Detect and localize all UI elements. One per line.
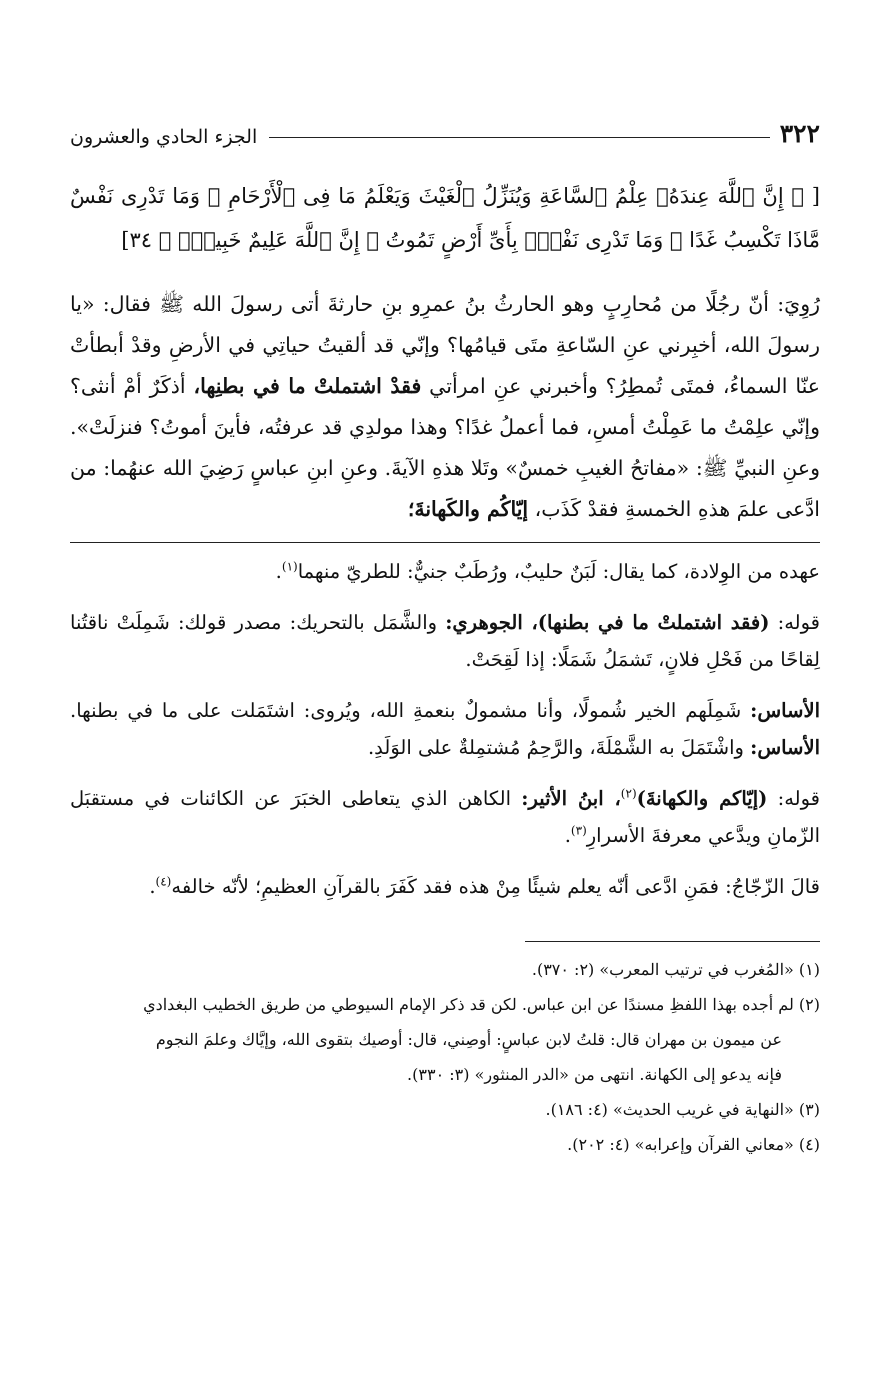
main-text-part-2: أذكَرٌ أمْ أنثى؟ وإنّي علِمْتُ ما عَمِلْتُ أمسِ، فما أعملُ غدًا؟ وهذا مولدِي قد عرفتُه، فأينَ أموتُ؟ فنزلَتْ». وعنِ النبيِّ ﷺ: «مفاتحُ الغيبِ خمسٌ» وتَلا هذهِ الآيةَ. وعنِ ابنِ عباسٍ رَضِيَ الله عنهُما: من ادَّعى علمَ هذهِ الخمسةِ فقدْ كَذَب، [70, 374, 820, 521]
header-rule [269, 137, 769, 138]
footnote-2: (٢) لم أجده بهذا اللفظِ مسندًا عن ابن عباس. لكن قد ذكر الإمام السيوطي من طريق الخطيب البغدادي [143, 995, 820, 1014]
footnote-ref-2: (٢) [620, 786, 637, 801]
commentary-bold: (إيّاكم والكهانةَ) [636, 787, 768, 810]
commentary-paragraph-2 [70, 604, 820, 678]
page-header [70, 112, 820, 148]
footnote-ref-4: (٤) [155, 874, 172, 889]
commentary-bold: ، ابنُ الأثير: [521, 787, 621, 810]
commentary-text: قالَ الزّجّاجُ: فمَنِ ادَّعى أنّه يعلم شيئًا مِنْ هذه فقد كَفَرَ بالقرآنِ العظيمِ؛ لأنّه خالفه [171, 875, 820, 898]
commentary-bold: الأساس: [750, 736, 820, 759]
footnote-ref-1: (١) [281, 559, 298, 574]
book-page [70, 112, 820, 1164]
main-text-part-1: رُوِيَ: أنّ رجُلًا من مُحارِبٍ وهو الحارثُ بنُ عمرِو بنِ حارثةَ أتى رسولَ الله ﷺ فقال: «يا رسولَ الله، أخبِرني عنِ السّاعةِ متَى قيامُها؟ وإنّي قد ألقيتُ حياتِي في الأرضِ وقدْ أبطأتْ عنّا السماءُ، فمتَى تُمطِرُ؟ وأخبرني عنِ امرأتي [70, 292, 821, 398]
commentary-lead: قوله: [767, 787, 820, 810]
commentary-text: عهده من الوِلادة، كما يقال: لَبَنٌ حليبٌ، ورُطَبٌ جنيٌّ: للطريّ منهما [297, 560, 820, 583]
commentary-bold: (فقد اشتملتْ ما في بطنها)، الجوهري: [445, 611, 770, 634]
commentary-text: والشَّمَل بالتحريك: مصدر قولك: شَمِلَتْ ناقتُنا لِقاحًا من فَحْلِ فلانٍ، تَشمَلُ شَمَلًا: إذا لَقِحَتْ. [70, 611, 820, 671]
commentary-text: الكاهن الذي يتعاطى الخبَرَ عن الكائنات في مستقبَل الزّمانِ ويدَّعي معرفةَ الأسرارِ [70, 787, 820, 847]
footnote-2-continued: عن ميمون بن مهران قال: قلتُ لابن عباسٍ: أوصِني، قال: أوصيك بتقوى الله، وإيَّاك وعلمَ النجوم [155, 1030, 782, 1049]
commentary-paragraph-1 [70, 553, 820, 590]
commentary-section [70, 553, 820, 905]
commentary-bold: الأساس: [750, 699, 820, 722]
footnote-rule [525, 941, 820, 942]
section-divider [70, 542, 820, 543]
commentary-paragraph-5 [70, 868, 820, 905]
footnote-2-continued: فإنه يدعو إلى الكهانة. انتهى من «الدر المنثور» (٣: ٣٣٠). [407, 1065, 782, 1084]
main-bold-phrase-1: فقدْ اشتملتْ ما في بطنِها، [193, 374, 422, 398]
commentary-paragraph-4 [70, 780, 820, 854]
commentary-lead: قوله: [769, 611, 821, 634]
footnote-ref-3: (٣) [570, 823, 587, 838]
commentary-text-end: . [564, 824, 571, 847]
commentary-paragraph-3 [70, 692, 820, 766]
footnote-1: (١) «المُغرب في ترتيب المعرب» (٢: ٣٧٠). [531, 960, 820, 979]
footnote-4: (٤) «معاني القرآن وإعرابه» (٤: ٢٠٢). [567, 1135, 820, 1154]
commentary-text-end: . [149, 875, 156, 898]
commentary-text: شَمِلَهم الخير شُمولًا، وأنا مشمولٌ بنعمةِ الله، ويُروى: اشتَمَلت على ما في بطنها. [70, 699, 751, 722]
footnote-3: (٣) «النهاية في غريب الحديث» (٤: ١٨٦). [545, 1100, 820, 1119]
main-text [70, 284, 820, 530]
quran-verse: [ ﴿ إِنَّ ٱللَّهَ عِندَهُۥ عِلْمُ ٱلسَّاعَةِ وَيُنَزِّلُ ٱلْغَيْثَ وَيَعْلَمُ مَا فِى ٱلْأَرْحَامِ ۖ وَمَا تَدْرِى نَفْسٌ مَّاذَا تَكْسِبُ غَدًا ۖ وَمَا تَدْرِى نَفْسٌۢ بِأَىِّ أَرْضٍ تَمُوتُ ۚ إِنَّ ٱللَّهَ عَلِيمٌ خَبِيرٌۢ ﴾ ٣٤] [70, 184, 820, 252]
commentary-text: واشْتَمَلَ به الشَّمْلَةَ، والرَّحِمُ مُشتمِلةٌ على الوَلَدِ. [367, 736, 751, 759]
main-bold-phrase-2: إيّاكُم والكَهانةَ؛ [407, 497, 529, 521]
commentary-text-end: . [275, 560, 282, 583]
running-title: الجزء الحادي والعشرون [70, 126, 258, 148]
page-number: ٣٢٢ [779, 119, 820, 148]
footnotes [70, 954, 820, 1160]
